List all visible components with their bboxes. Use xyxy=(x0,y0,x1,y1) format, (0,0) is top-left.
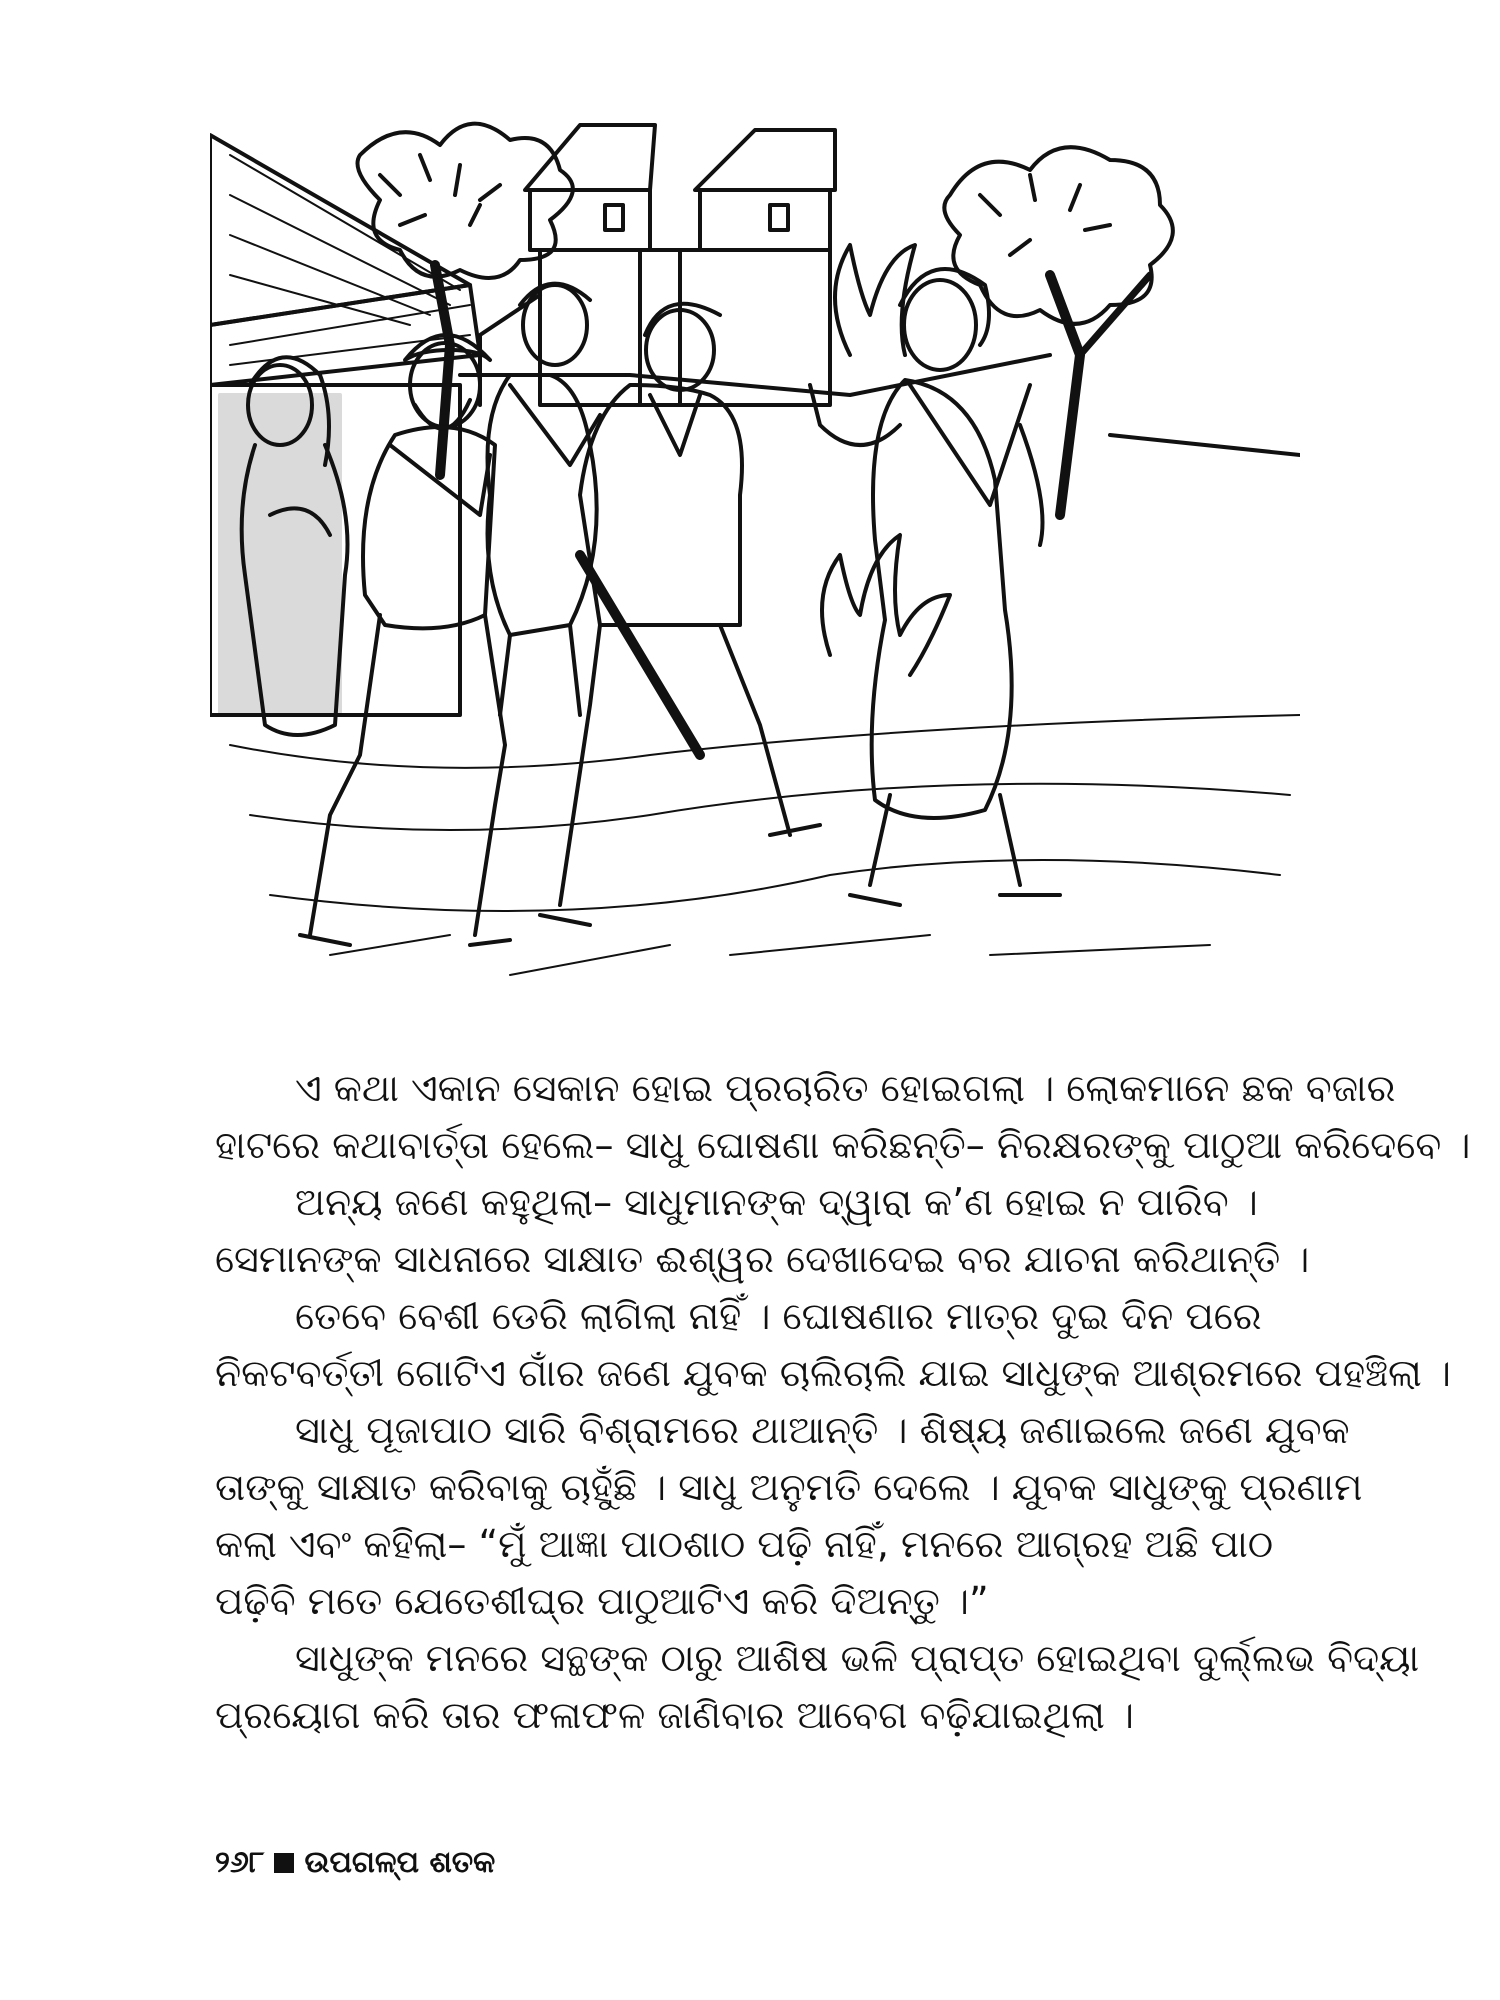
text-line: ସାଧୁ ପୂଜାପାଠ ସାରି ବିଶ୍ରାମରେ ଥାଆନ୍ତି । ଶିଷ୍ୟ ଜଣାଇଲେ ଜଣେ ଯୁବକ xyxy=(295,1408,1350,1452)
square-bullet-icon xyxy=(274,1853,294,1873)
text-line: ଏ କଥା ଏକାନ ସେକାନ ହୋଇ ପ୍ରଚାରିତ ହୋଇଗଲା । ଲୋକମାନେ ଛକ ବଜାର xyxy=(295,1066,1396,1110)
text-line: କଲା ଏବଂ କହିଲା– “ମୁଁ ଆଜ୍ଞା ପାଠଶାଠ ପଢ଼ି ନାହିଁ, ମନରେ ଆଗ୍ରହ ଅଛି ପାଠ xyxy=(215,1522,1274,1566)
text-line: ସେମାନଙ୍କ ସାଧନାରେ ସାକ୍ଷାତ ଈଶ୍ୱର ଦେଖାଦେଇ ବର ଯାଚନା କରିଥାନ୍ତି । xyxy=(215,1237,1310,1281)
text-line: ସାଧୁଙ୍କ ମନରେ ସନ୍ଥଙ୍କ ଠାରୁ ଆଶିଷ ଭଳି ପ୍ରାପ୍ତ ହୋଇଥିବା ଦୁର୍ଲ୍ଲଭ ବିଦ୍ୟା xyxy=(295,1636,1420,1680)
paragraph-3 xyxy=(215,1288,1451,1402)
text-line: ପ୍ରୟୋଗ କରି ତାର ଫଳାଫଳ ଜାଣିବାର ଆବେଗ ବଢ଼ିଯାଇଥିଲା । xyxy=(215,1693,1134,1737)
text-line: ହାଟରେ କଥାବାର୍ତ୍ତା ହେଲେ– ସାଧୁ ଘୋଷଣା କରିଛନ୍ତି– ନିରକ୍ଷରଙ୍କୁ ପାଠୁଆ କରିଦେବେ । xyxy=(215,1123,1471,1167)
story-text xyxy=(215,1060,1471,1744)
tree-right-icon xyxy=(944,147,1172,515)
text-line: ଅନ୍ୟ ଜଣେ କହୁଥିଲା– ସାଧୁମାନଙ୍କ ଦ୍ୱାରା କ’ଣ ହୋଇ ନ ପାରିବ । xyxy=(295,1180,1258,1224)
text-line: ପଢ଼ିବି ମତେ ଯେତେଶୀଘ୍ର ପାଠୁଆଟିଏ କରି ଦିଅନ୍ତୁ ।” xyxy=(215,1579,989,1623)
bush-plant-icon xyxy=(822,245,950,675)
story-illustration xyxy=(210,95,1300,1035)
paragraph-5 xyxy=(215,1630,1420,1744)
text-line: ତାଙ୍କୁ ସାକ୍ଷାତ କରିବାକୁ ଚାହୁଁଛି । ସାଧୁ ଅନୁମତି ଦେଲେ । ଯୁବକ ସାଧୁଙ୍କୁ ପ୍ରଣାମ xyxy=(215,1465,1363,1509)
man-middle-figure-icon xyxy=(488,284,601,715)
text-line: ନିକଟବର୍ତ୍ତୀ ଗୋଟିଏ ଗାଁର ଜଣେ ଯୁବକ ଚାଲିଚାଲି ଯାଇ ସାଧୁଙ୍କ ଆଶ୍ରମରେ ପହଞ୍ଚିଲା । xyxy=(215,1351,1451,1395)
paragraph-1 xyxy=(215,1060,1471,1174)
page-number: ୨୬୮ xyxy=(215,1845,265,1880)
text-line: ତେବେ ବେଶୀ ଡେରି ଲାଗିଲା ନାହିଁ । ଘୋଷଣାର ମାତ୍ର ଦୁଇ ଦିନ ପରେ xyxy=(295,1294,1262,1338)
house-building-icon xyxy=(480,125,835,405)
paragraph-4 xyxy=(215,1402,1363,1630)
page-footer xyxy=(215,1845,495,1880)
paragraph-2 xyxy=(215,1174,1310,1288)
book-title: ଉପଗଳ୍ପ ଶତକ xyxy=(304,1845,496,1880)
